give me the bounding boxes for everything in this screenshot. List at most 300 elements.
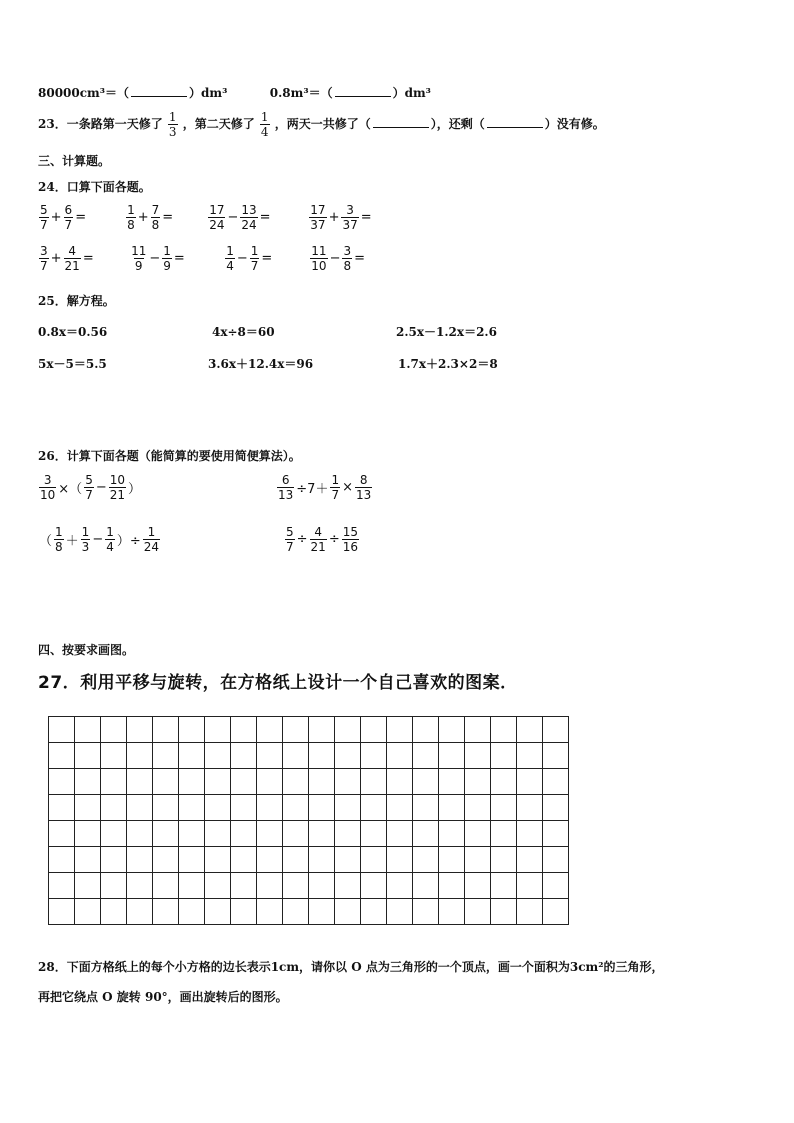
- grid-cell[interactable]: [335, 769, 361, 795]
- grid-cell[interactable]: [49, 795, 75, 821]
- grid-cell[interactable]: [465, 821, 491, 847]
- expression-26-4: [284, 525, 360, 554]
- grid-cell[interactable]: [465, 873, 491, 899]
- grid-cell[interactable]: [465, 795, 491, 821]
- grid-cell[interactable]: [517, 821, 543, 847]
- grid-row: [49, 899, 569, 925]
- operator: =: [75, 210, 87, 225]
- grid-cell[interactable]: [361, 717, 387, 743]
- mental-math-row-1: [38, 203, 398, 232]
- numerator: 3: [346, 203, 354, 217]
- grid-cell[interactable]: [543, 769, 569, 795]
- grid-cell[interactable]: [231, 769, 257, 795]
- grid-cell[interactable]: [387, 821, 413, 847]
- grid-cell[interactable]: [127, 847, 153, 873]
- grid-cell[interactable]: [231, 873, 257, 899]
- unit-conversion-line: 80000cm³＝（ ）dm³ 0.8m³＝（ ）dm³: [38, 86, 431, 100]
- grid-cell[interactable]: [439, 821, 465, 847]
- operator: ）: [128, 482, 142, 497]
- equation: 0.8x＝0.56: [38, 325, 108, 339]
- expression: [129, 244, 219, 273]
- grid-cell[interactable]: [231, 821, 257, 847]
- expression: [309, 244, 399, 273]
- grid-cell[interactable]: [543, 899, 569, 925]
- grid-cell[interactable]: [153, 821, 179, 847]
- denominator: 7: [250, 259, 259, 273]
- operator: =: [259, 210, 271, 225]
- denominator: 7: [40, 259, 48, 273]
- grid-cell[interactable]: [517, 873, 543, 899]
- operator: ＋: [65, 534, 79, 549]
- numerator: 5: [40, 203, 48, 217]
- grid-cell[interactable]: [361, 795, 387, 821]
- numerator: 1: [260, 110, 269, 124]
- numerator: 8: [359, 473, 368, 487]
- denominator: 7: [85, 488, 93, 502]
- grid-cell[interactable]: [517, 795, 543, 821]
- grid-cell[interactable]: [205, 717, 231, 743]
- denominator: 21: [310, 540, 326, 554]
- numerator: 1: [147, 525, 156, 539]
- grid-cell[interactable]: [309, 899, 335, 925]
- grid-cell[interactable]: [413, 899, 439, 925]
- grid-row: [49, 769, 569, 795]
- grid-cell[interactable]: [101, 717, 127, 743]
- grid-cell[interactable]: [257, 717, 283, 743]
- operator: （: [39, 534, 53, 549]
- mental-math-row-2: [38, 244, 399, 273]
- fraction: [162, 244, 172, 273]
- grid-cell[interactable]: [179, 899, 205, 925]
- grid-cell[interactable]: [309, 873, 335, 899]
- grid-cell[interactable]: [283, 717, 309, 743]
- grid-cell[interactable]: [257, 847, 283, 873]
- grid-cell[interactable]: [127, 743, 153, 769]
- grid-cell[interactable]: [127, 821, 153, 847]
- grid-cell[interactable]: [491, 873, 517, 899]
- expression: [38, 203, 120, 232]
- fraction: [240, 203, 257, 232]
- numerator: 17: [209, 203, 225, 217]
- denominator: 16: [342, 540, 359, 554]
- grid-cell[interactable]: [205, 873, 231, 899]
- expression-26-1: [38, 473, 142, 502]
- grid-cell[interactable]: [283, 795, 309, 821]
- grid-cell[interactable]: [75, 873, 101, 899]
- grid-cell[interactable]: [179, 821, 205, 847]
- grid-cell[interactable]: [283, 769, 309, 795]
- fraction: [64, 203, 74, 232]
- grid-cell[interactable]: [335, 873, 361, 899]
- grid-cell[interactable]: [179, 795, 205, 821]
- expression-26-3: [38, 525, 161, 554]
- numerator: 1: [250, 244, 259, 258]
- operator: ×（: [58, 482, 83, 497]
- grid-cell[interactable]: [257, 873, 283, 899]
- grid-cell[interactable]: [335, 743, 361, 769]
- denominator: 13: [278, 488, 294, 502]
- grid-cell[interactable]: [413, 873, 439, 899]
- fraction: [310, 525, 327, 554]
- grid-cell[interactable]: [179, 769, 205, 795]
- grid-cell[interactable]: [283, 847, 309, 873]
- numerator: 6: [281, 473, 290, 487]
- expression: [38, 244, 124, 273]
- grid-cell[interactable]: [439, 795, 465, 821]
- grid-cell[interactable]: [153, 717, 179, 743]
- fraction: [39, 473, 56, 502]
- fraction: [130, 244, 147, 273]
- expression: [125, 203, 202, 232]
- denominator: 24: [209, 218, 225, 232]
- question-28-line-1: 28．下面方格纸上的每个小方格的边长表示1cm，请你以 O 点为三角形的一个顶点，画一个面积为3cm²的三角形，: [38, 960, 664, 974]
- denominator: 8: [151, 218, 160, 232]
- operator: +: [137, 210, 149, 225]
- grid-cell[interactable]: [491, 795, 517, 821]
- equation: 2.5x－1.2x＝2.6: [396, 325, 497, 339]
- grid-cell[interactable]: [335, 795, 361, 821]
- grid-cell[interactable]: [179, 873, 205, 899]
- grid-cell[interactable]: [361, 899, 387, 925]
- numerator: 4: [68, 244, 76, 258]
- grid-cell[interactable]: [361, 873, 387, 899]
- section-heading: 三、计算题。: [38, 154, 111, 168]
- grid-cell[interactable]: [127, 795, 153, 821]
- fraction: [84, 473, 94, 502]
- operator: −: [236, 251, 248, 266]
- grid-cell[interactable]: [439, 847, 465, 873]
- grid-cell[interactable]: [205, 899, 231, 925]
- fraction: [341, 203, 358, 232]
- fraction: [64, 244, 81, 273]
- fraction: [277, 473, 294, 502]
- grid-row: [49, 743, 569, 769]
- fraction: [309, 203, 326, 232]
- numerator: 4: [314, 525, 322, 539]
- grid-cell[interactable]: [257, 769, 283, 795]
- answer-blank[interactable]: [373, 116, 429, 128]
- grid-cell[interactable]: [75, 899, 101, 925]
- grid-cell[interactable]: [543, 717, 569, 743]
- grid-cell[interactable]: [283, 821, 309, 847]
- numerator: 15: [342, 525, 359, 539]
- numerator: 1: [106, 525, 114, 539]
- grid-cell[interactable]: [283, 743, 309, 769]
- numerator: 1: [163, 244, 171, 258]
- grid-cell[interactable]: [205, 821, 231, 847]
- grid-cell[interactable]: [413, 743, 439, 769]
- grid-cell[interactable]: [127, 873, 153, 899]
- denominator: 21: [64, 259, 80, 273]
- numerator: 11: [131, 244, 147, 258]
- grid-cell[interactable]: [517, 743, 543, 769]
- grid-cell[interactable]: [153, 899, 179, 925]
- grid-row: [49, 873, 569, 899]
- grid-cell[interactable]: [49, 769, 75, 795]
- question-25-title: 25．解方程。: [38, 294, 115, 308]
- grid-cell[interactable]: [153, 873, 179, 899]
- numerator: 11: [311, 244, 327, 258]
- grid-cell[interactable]: [491, 847, 517, 873]
- grid-cell[interactable]: [517, 847, 543, 873]
- answer-blank[interactable]: [335, 85, 391, 97]
- grid-cell[interactable]: [257, 743, 283, 769]
- grid-cell[interactable]: [439, 899, 465, 925]
- grid-cell[interactable]: [387, 873, 413, 899]
- grid-row: [49, 717, 569, 743]
- denominator: 4: [260, 125, 269, 139]
- fraction: [355, 473, 372, 502]
- grid-cell[interactable]: [387, 717, 413, 743]
- numerator: 1: [331, 473, 340, 487]
- numerator: 1: [226, 244, 234, 258]
- equation: 3.6x＋12.4x＝96: [208, 357, 314, 371]
- denominator: 7: [64, 218, 73, 232]
- grid-cell[interactable]: [465, 847, 491, 873]
- grid-cell[interactable]: [231, 899, 257, 925]
- equation: 4x÷8＝60: [212, 325, 275, 339]
- grid-cell[interactable]: [153, 847, 179, 873]
- section-heading: 四、按要求画图。: [38, 643, 135, 657]
- grid-cell[interactable]: [387, 795, 413, 821]
- fraction: [260, 110, 270, 139]
- grid-cell[interactable]: [205, 795, 231, 821]
- grid-cell[interactable]: [335, 821, 361, 847]
- denominator: 7: [286, 540, 294, 554]
- grid-cell[interactable]: [101, 873, 127, 899]
- denominator: 8: [127, 218, 135, 232]
- fraction: [81, 525, 91, 554]
- grid-cell[interactable]: [179, 847, 205, 873]
- expression: [308, 203, 398, 232]
- grid-cell[interactable]: [413, 821, 439, 847]
- grid-cell[interactable]: [49, 743, 75, 769]
- fraction: [54, 525, 64, 554]
- question-23: 23．一条路第一天修了 $\frac{1}{3}$ ，第二天修了 $\frac{1}{4}$ ，两天一共修了（ ），还剩（ ）没有修。: [38, 110, 605, 139]
- grid-cell[interactable]: [231, 795, 257, 821]
- grid-cell[interactable]: [413, 847, 439, 873]
- grid-cell[interactable]: [75, 717, 101, 743]
- grid-cell[interactable]: [491, 743, 517, 769]
- equation: 5x－5＝5.5: [38, 357, 107, 371]
- grid-cell[interactable]: [543, 821, 569, 847]
- grid-cell[interactable]: [101, 899, 127, 925]
- question-24-title: 24．口算下面各题。: [38, 180, 151, 194]
- grid-cell[interactable]: [127, 717, 153, 743]
- numerator: 3: [43, 473, 52, 487]
- fraction: [250, 244, 260, 273]
- denominator: 37: [342, 218, 358, 232]
- grid-cell[interactable]: [257, 821, 283, 847]
- grid-cell[interactable]: [75, 743, 101, 769]
- grid-cell[interactable]: [309, 717, 335, 743]
- grid-cell[interactable]: [179, 717, 205, 743]
- grid-cell[interactable]: [439, 743, 465, 769]
- operator: −: [92, 532, 104, 547]
- fraction: [330, 473, 340, 502]
- grid-cell[interactable]: [465, 717, 491, 743]
- operator: ）÷: [116, 534, 141, 549]
- operator: −: [329, 251, 341, 266]
- answer-blank[interactable]: [131, 85, 187, 97]
- grid-cell[interactable]: [335, 899, 361, 925]
- numerator: 7: [151, 203, 160, 217]
- denominator: 4: [106, 540, 114, 554]
- grid-cell[interactable]: [257, 795, 283, 821]
- grid-cell[interactable]: [49, 847, 75, 873]
- fraction: [342, 525, 359, 554]
- grid-cell[interactable]: [517, 899, 543, 925]
- grid-cell[interactable]: [361, 743, 387, 769]
- operator: =: [261, 251, 273, 266]
- grid-cell[interactable]: [543, 847, 569, 873]
- grid-cell[interactable]: [75, 821, 101, 847]
- grid-cell[interactable]: [179, 743, 205, 769]
- operator: +: [50, 210, 62, 225]
- grid-cell[interactable]: [361, 821, 387, 847]
- numerator: 13: [241, 203, 257, 217]
- numerator: 5: [85, 473, 93, 487]
- grid-cell[interactable]: [153, 743, 179, 769]
- numerator: 1: [127, 203, 135, 217]
- fraction: [143, 525, 160, 554]
- grid-cell[interactable]: [205, 847, 231, 873]
- expression-26-2: [276, 473, 373, 502]
- fraction: [109, 473, 126, 502]
- grid-cell[interactable]: [465, 899, 491, 925]
- grid-cell[interactable]: [101, 795, 127, 821]
- grid-cell[interactable]: [335, 717, 361, 743]
- grid-cell[interactable]: [75, 769, 101, 795]
- expression: [224, 244, 304, 273]
- grid-cell[interactable]: [127, 899, 153, 925]
- grid-cell[interactable]: [231, 847, 257, 873]
- denominator: 10: [40, 488, 56, 502]
- grid-cell[interactable]: [231, 717, 257, 743]
- grid-cell[interactable]: [517, 769, 543, 795]
- grid-cell[interactable]: [75, 795, 101, 821]
- operator: ×: [342, 480, 353, 495]
- grid-cell[interactable]: [257, 899, 283, 925]
- grid-cell[interactable]: [543, 743, 569, 769]
- grid-cell[interactable]: [153, 769, 179, 795]
- grid-cell[interactable]: [101, 821, 127, 847]
- denominator: 9: [163, 259, 171, 273]
- grid-cell[interactable]: [153, 795, 179, 821]
- grid-cell[interactable]: [413, 769, 439, 795]
- denominator: 7: [40, 218, 48, 232]
- grid-cell[interactable]: [283, 873, 309, 899]
- grid-cell[interactable]: [491, 899, 517, 925]
- grid-cell[interactable]: [491, 769, 517, 795]
- grid-cell[interactable]: [231, 743, 257, 769]
- grid-cell[interactable]: [309, 821, 335, 847]
- numerator: 6: [64, 203, 73, 217]
- grid-cell[interactable]: [387, 743, 413, 769]
- denominator: 9: [134, 259, 143, 273]
- grid-cell[interactable]: [491, 821, 517, 847]
- fraction: [168, 110, 178, 139]
- denominator: 4: [226, 259, 234, 273]
- numerator: 1: [55, 525, 63, 539]
- numerator: 17: [310, 203, 326, 217]
- operator: +: [50, 251, 62, 266]
- grid-cell[interactable]: [127, 769, 153, 795]
- operator: −: [95, 480, 107, 495]
- grid-cell[interactable]: [309, 743, 335, 769]
- operator: ÷: [328, 532, 340, 547]
- grid-cell[interactable]: [49, 873, 75, 899]
- operator: −: [149, 251, 161, 266]
- grid-cell[interactable]: [439, 873, 465, 899]
- grid-cell[interactable]: [49, 899, 75, 925]
- grid-cell[interactable]: [101, 769, 127, 795]
- grid-cell[interactable]: [517, 717, 543, 743]
- grid-cell[interactable]: [439, 769, 465, 795]
- grid-row: [49, 795, 569, 821]
- fraction: [342, 244, 352, 273]
- operator: =: [173, 251, 185, 266]
- grid-cell[interactable]: [413, 795, 439, 821]
- grid-cell[interactable]: [205, 743, 231, 769]
- grid-cell[interactable]: [413, 717, 439, 743]
- grid-cell[interactable]: [387, 769, 413, 795]
- fraction: [151, 203, 161, 232]
- grid-cell[interactable]: [465, 769, 491, 795]
- grid-cell[interactable]: [49, 821, 75, 847]
- fraction: [285, 525, 295, 554]
- answer-blank[interactable]: [487, 116, 543, 128]
- grid-cell[interactable]: [101, 847, 127, 873]
- denominator: 8: [55, 540, 63, 554]
- grid-cell[interactable]: [439, 717, 465, 743]
- operator: −: [227, 210, 239, 225]
- grid-cell[interactable]: [75, 847, 101, 873]
- question-26-title: 26．计算下面各题（能简算的要使用简便算法）。: [38, 449, 301, 463]
- question-27-title: 27．利用平移与旋转，在方格纸上设计一个自己喜欢的图案．: [38, 673, 518, 693]
- grid-cell[interactable]: [361, 769, 387, 795]
- grid-cell[interactable]: [387, 899, 413, 925]
- grid-cell[interactable]: [543, 873, 569, 899]
- denominator: 24: [143, 540, 160, 554]
- denominator: 13: [356, 488, 372, 502]
- grid-cell[interactable]: [309, 847, 335, 873]
- grid-cell[interactable]: [309, 795, 335, 821]
- grid-cell[interactable]: [335, 847, 361, 873]
- denominator: 7: [331, 488, 340, 502]
- denominator: 3: [168, 125, 177, 139]
- numerator: 5: [286, 525, 294, 539]
- question-28-line-2: 再把它绕点 O 旋转 90°，画出旋转后的图形。: [38, 990, 288, 1004]
- grid-cell[interactable]: [205, 769, 231, 795]
- grid-cell[interactable]: [465, 743, 491, 769]
- numerator: 1: [81, 525, 90, 539]
- numerator: 3: [40, 244, 48, 258]
- grid-cell[interactable]: [101, 743, 127, 769]
- grid-cell[interactable]: [491, 717, 517, 743]
- operator: ÷: [296, 532, 308, 547]
- square-grid-paper[interactable]: [48, 716, 569, 925]
- grid-cell[interactable]: [309, 769, 335, 795]
- denominator: 3: [81, 540, 90, 554]
- grid-cell[interactable]: [387, 847, 413, 873]
- grid-cell[interactable]: [283, 899, 309, 925]
- grid-cell[interactable]: [49, 717, 75, 743]
- operator: =: [82, 251, 94, 266]
- grid-cell[interactable]: [361, 847, 387, 873]
- grid-cell[interactable]: [543, 795, 569, 821]
- denominator: 24: [241, 218, 257, 232]
